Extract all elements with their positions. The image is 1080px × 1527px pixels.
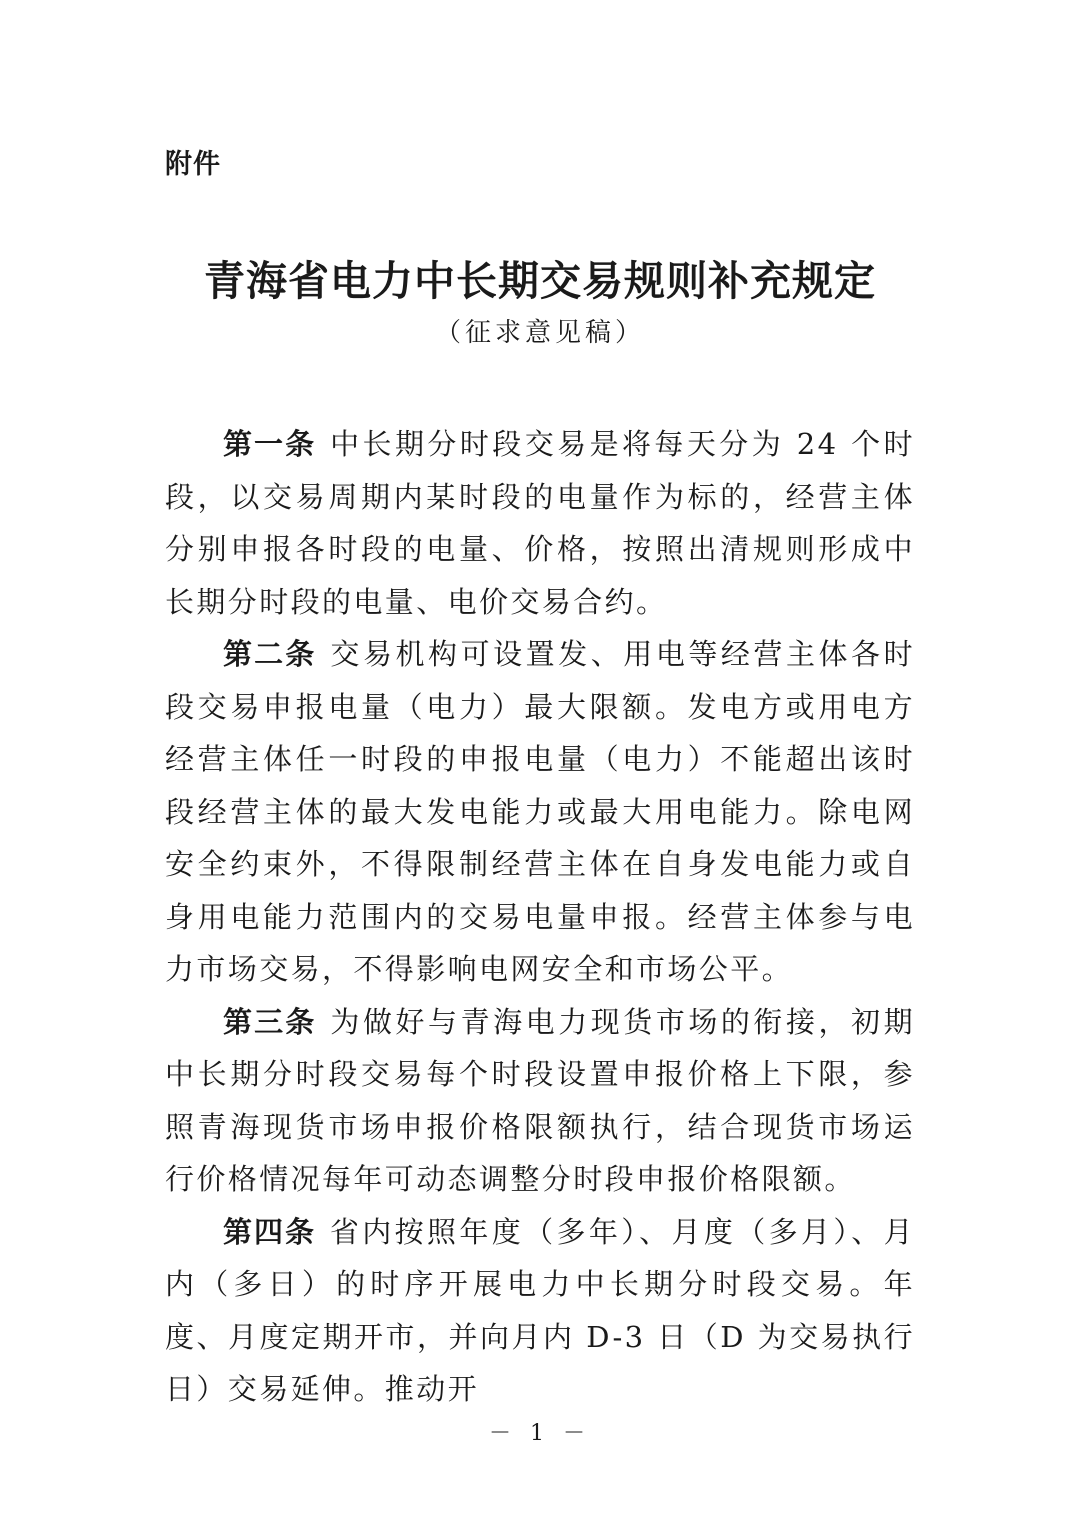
attachment-label: 附件 <box>165 149 221 180</box>
article-2-text: 交易机构可设置发、用电等经营主体各时段交易申报电量（电力）最大限额。发电方或用电方经营主体任一时段的申报电量（电力）不能超出该时段经营主体的最大发电能力或最大用电能力。除电网安全约束外，不得限制经营主体在自身发电能力或自身用电能力范围内的交易电量申报。经营主体参与电力市场交易，不得影响电网安全和市场公平。 <box>165 637 915 986</box>
article-3 <box>165 996 915 1206</box>
document-body <box>165 418 915 1416</box>
article-1 <box>165 418 915 628</box>
article-3-text: 为做好与青海电力现货市场的衔接，初期中长期分时段交易每个时段设置申报价格上下限，参照青海现货市场申报价格限额执行，结合现货市场运行价格情况每年可动态调整分时段申报价格限额。 <box>165 1004 915 1196</box>
article-3-heading: 第三条 <box>223 1004 317 1039</box>
article-4-text: 省内按照年度（多年）、月度（多月）、月内（多日）的时序开展电力中长期分时段交易。年度、月度定期开市，并向月内 D-3 日（D 为交易执行日）交易延伸。推动开 <box>165 1214 915 1406</box>
article-1-text: 中长期分时段交易是将每天分为 24 个时段，以交易周期内某时段的电量作为标的，经营主体分别申报各时段的电量、价格，按照出清规则形成中长期分时段的电量、电价交易合约。 <box>165 427 915 619</box>
page-number: － 1 － <box>489 1421 591 1446</box>
article-4-heading: 第四条 <box>223 1214 316 1249</box>
article-2 <box>165 628 915 996</box>
document-title: 青海省电力中长期交易规则补充规定 <box>204 257 876 305</box>
article-4 <box>165 1206 915 1416</box>
article-2-heading: 第二条 <box>223 637 317 671</box>
article-1-heading: 第一条 <box>223 427 317 461</box>
document-subtitle: （征求意见稿） <box>434 318 645 348</box>
